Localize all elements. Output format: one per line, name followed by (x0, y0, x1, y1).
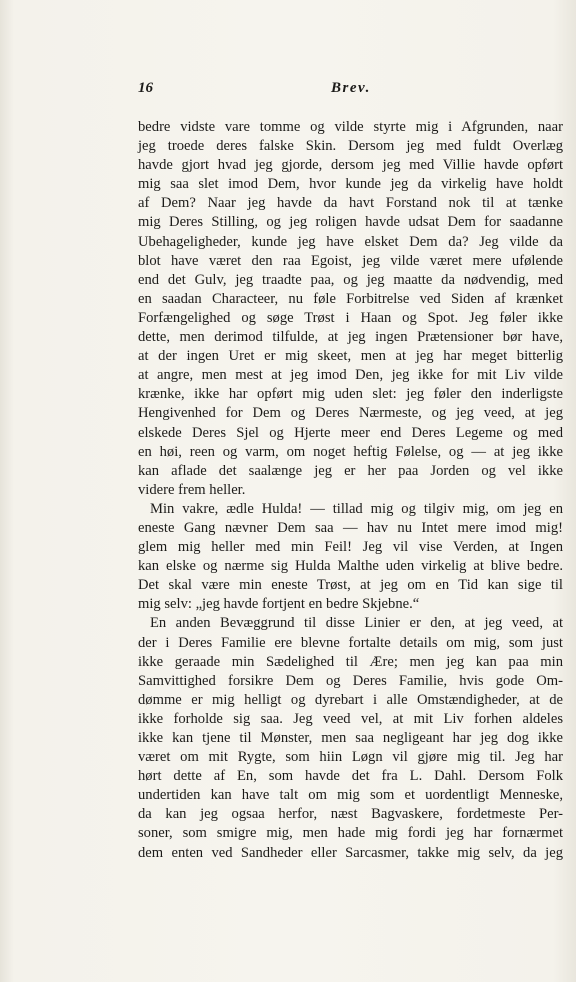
text-line: glem mig heller med min Feil! Jeg vil vise Verden, at Ingen (138, 539, 563, 556)
text-line: soner, som smigre mig, men hade mig fordi jeg har fornærmet (138, 825, 563, 842)
text-line: at der ingen Uret er mig skeet, men at jeg har meget bitterlig (138, 348, 563, 365)
text-line: eneste Gang nævner Dem saa — hav nu Intet mere imod mig! (138, 519, 563, 536)
text-line: Samvittighed forsikre Dem og Deres Familie, hvis gode Om- (138, 672, 563, 689)
text-line: dette, men derimod tilfulde, at jeg ingen Prætensioner bør have, (138, 329, 563, 346)
text-line: ikke kan tjene til Mønster, men saa negligeant har jeg dog ikke (138, 730, 563, 746)
text-line: krænke, ikke har opført mig uden slet: jeg føler den inderligste (138, 386, 563, 403)
text-line: undertiden kan have talt om mig som et uordentligt Menneske, (138, 787, 563, 804)
body-text (138, 118, 563, 863)
text-line: jeg troede deres falske Skin. Dersom jeg med fuldt Overlæg (138, 138, 563, 155)
page-header (138, 80, 562, 102)
text-line: hørt dette af En, som havde det fra L. Dahl. Dersom Folk (138, 768, 563, 785)
text-line: kan aflade det saalænge jeg er her paa Jorden og vel ikke (138, 462, 563, 479)
text-line: dømme er mig helligt og dyrebart i alle Omstændigheder, at de (138, 691, 563, 708)
text-line: mig selv: „jeg havde fortjent en bedre Skjebne.“ (138, 596, 420, 613)
text-line: Forfængelighed og søge Trøst i Haan og Spot. Jeg føler ikke (138, 309, 563, 326)
text-line: end det Gulv, jeg traadte paa, og jeg maatte da nødvendig, med (138, 271, 563, 288)
page-number: 16 (138, 80, 153, 96)
text-line: af Dem? Naar jeg havde da havt Forstand nok til at tænke (138, 195, 563, 212)
text-line: ikke forholde sig saa. Jeg veed vel, at mit Liv forhen aldeles (138, 710, 563, 727)
text-line: elskede Deres Sjel og Hjerte meer end Deres Legeme og med (138, 424, 563, 441)
text-line: blot have været den raa Egoist, jeg vilde været mere ufølende (138, 252, 563, 269)
text-line: ikke geraade min Sædelighed til Ære; men jeg kan paa min (138, 653, 563, 670)
text-line: Hengivenhed for Dem og Deres Nærmeste, og jeg veed, at jeg (138, 405, 563, 422)
text-line: der i Deres Familie ere blevne fortalte details om mig, som just (138, 634, 563, 651)
text-line: kan elske og nærme sig Hulda Malthe uden virkelig at blive bedre. (138, 558, 563, 575)
text-line: bedre vidste vare tomme og vilde styrte mig i Afgrunden, naar (138, 119, 563, 135)
text-line: en høi, reen og varm, om noget heftig Følelse, og — at jeg ikke (138, 443, 563, 460)
text-line: været om mit Rygte, som hiin Løgn vil gjøre mig til. Jeg har (138, 749, 563, 766)
text-line: at angre, men mest at jeg imod Den, jeg ikke for mit Liv vilde (138, 367, 563, 384)
text-line: En anden Bevæggrund til disse Linier er den, at jeg veed, at (150, 615, 563, 632)
text-line: Ubehageligheder, kunde jeg have elsket Dem da? Jeg vilde da (138, 233, 563, 250)
text-line: Det skal være min eneste Trøst, at jeg om en Tid kan sige til (138, 577, 563, 594)
text-line: videre frem heller. (138, 481, 246, 498)
running-title: Brev. (331, 80, 371, 96)
text-line: mig saa slet imod Dem, hvor kunde jeg da virkelig have holdt (138, 176, 563, 193)
text-line: dem enten ved Sandheder eller Sarcasmer, takke mig selv, da jeg (138, 844, 563, 861)
text-line: en saadan Characteer, nu føle Forbitrelse ved Siden af krænket (138, 290, 563, 307)
text-line: da kan jeg ogsaa herfor, næst Bagvaskere, fordetmeste Per- (138, 806, 563, 823)
text-line: mig Deres Stilling, og jeg roligen havde udsat Dem for saadanne (138, 214, 563, 231)
text-line: havde gjort hvad jeg gjorde, dersom jeg med Villie havde opført (138, 157, 563, 174)
text-line: Min vakre, ædle Hulda! — tillad mig og tilgiv mig, om jeg en (150, 500, 563, 517)
